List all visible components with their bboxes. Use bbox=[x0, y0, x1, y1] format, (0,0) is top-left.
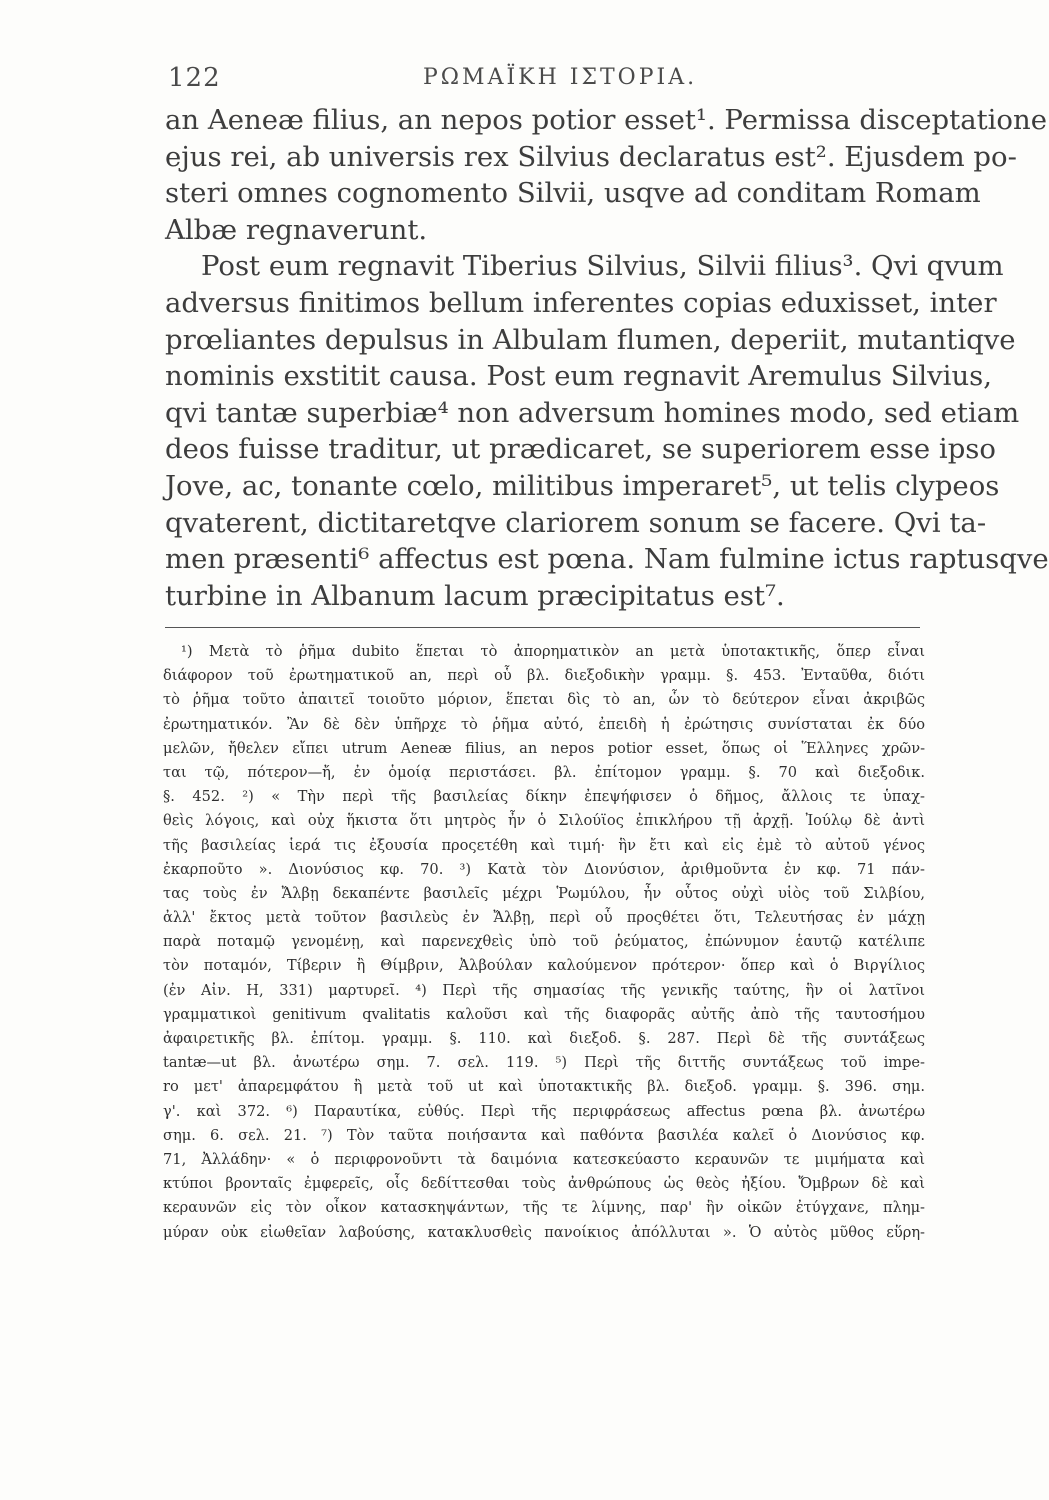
footnote-line: ται τῷ, πότερον—ἤ, ἐν ὁμοίᾳ περιστάσει. βλ. ἐπίτομον γραμμ. §. 70 καὶ διεξοδικ. bbox=[163, 763, 925, 781]
main-text-line: qvi tantæ superbiæ⁴ non adversum homines modo, sed etiam bbox=[165, 396, 1020, 429]
footnote-line: 71, Ἀλλάδην· « ὁ περιφρονοῦντι τὰ δαιμόνια κατεσκεύαστο κεραυνῶν τε μιμήματα καὶ bbox=[163, 1150, 925, 1168]
main-text-line: turbine in Albanum lacum præcipitatus est⁷. bbox=[165, 579, 785, 612]
footnote-line: τας τοὺς ἐν Ἄλβῃ δεκαπέντε βασιλεῖς μέχρι Ῥωμύλου, ἦν οὗτος οὐχὶ υἱὸς τοῦ Σιλβίου, bbox=[163, 884, 925, 902]
footnote-line: σημ. 6. σελ. 21. ⁷) Τὸν ταῦτα ποιήσαντα καὶ παθόντα βασιλέα καλεῖ ὁ Διονύσιος κφ. bbox=[163, 1126, 925, 1144]
footnote-divider bbox=[165, 627, 920, 628]
footnote-line: τὸ ῥῆμα τοῦτο ἀπαιτεῖ τοιοῦτο μόριον, ἕπεται δὶς τὸ an, ὧν τὸ δεύτερον εἶναι ἀκριβῶς bbox=[163, 691, 925, 709]
footnote-line: παρὰ ποταμῷ γενομένῃ, καὶ παρενεχθεὶς ὑπὸ τοῦ ῥεύματος, ἐπώνυμον ἑαυτῷ κατέλιπε bbox=[163, 933, 925, 951]
running-title: ΡΩΜΑΪΚΗ ΙΣΤΟΡΙΑ. bbox=[423, 65, 698, 90]
footnote-line: κτύποι βρονταῖς ἐμφερεῖς, οἷς δεδίττεσθαι τοὺς ἀνθρώπους ὡς θεὸς ἠξίου. Ὄμβρων δὲ καὶ bbox=[163, 1175, 925, 1193]
main-text-line: steri omnes cognomento Silvii, usqve ad conditam Romam bbox=[165, 177, 981, 210]
footnote-line: θεὶς λόγοις, καὶ οὐχ ἥκιστα ὅτι μητρὸς ἦν ὁ Σιλούϊος ἐπικλήρου τῇ ἀρχῇ. Ἰούλῳ δὲ ἀντὶ bbox=[163, 812, 925, 830]
page-number: 122 bbox=[168, 63, 221, 93]
main-text-line: prœliantes depulsus in Albulam flumen, deperiit, mutantiqve bbox=[165, 323, 1016, 356]
main-text-line: qvaterent, dictitaretqve clariorem sonum se facere. Qvi ta- bbox=[165, 506, 987, 539]
main-text-line: nominis exstitit causa. Post eum regnavit Aremulus Silvius, bbox=[165, 360, 993, 393]
main-text-line: ejus rei, ab universis rex Silvius declaratus est². Ejusdem po- bbox=[165, 140, 1017, 173]
main-text-block bbox=[165, 102, 1049, 614]
footnote-line: ἐκαρποῦτο ». Διονύσιος κφ. 70. ³) Κατὰ τὸν Διονύσιον, ἀριθμοῦντα ἐν κφ. 71 πάν- bbox=[163, 860, 925, 878]
footnote-line: διάφορον τοῦ ἐρωτηματικοῦ an, περὶ οὗ βλ. διεξοδικὴν γραμμ. §. 453. Ἐνταῦθα, διότι bbox=[163, 667, 925, 685]
page-header bbox=[168, 55, 923, 95]
footnote-line: (ἐν Αἰν. Η, 331) μαρτυρεῖ. ⁴) Περὶ τῆς σημασίας τῆς γενικῆς ταύτης, ἣν οἱ λατῖνοι bbox=[163, 981, 925, 999]
main-text-line: Albæ regnaverunt. bbox=[165, 213, 428, 246]
footnote-line: μελῶν, ἤθελεν εἴπει utrum Aeneæ filius, an nepos potior esset, ὅπως οἱ Ἕλληνες χρῶν- bbox=[163, 739, 925, 757]
footnote-line: ro μετ' ἀπαρεμφάτου ἢ μετὰ τοῦ ut καὶ ὑποτακτικῆς βλ. διεξοδ. γραμμ. §. 396. σημ. bbox=[163, 1078, 925, 1096]
footnote-line: γραμματικοὶ genitivum qvalitatis καλοῦσι καὶ τῆς διαφορᾶς αὐτῆς ἀπὸ τῆς ταυτοσήμου bbox=[163, 1005, 925, 1023]
footnote-line: ἀλλ' ἔκτος μετὰ τοῦτον βασιλεὺς ἐν Ἄλβῃ, περὶ οὗ προςθέτει ὅτι, Τελευτήσας ἐν μάχῃ bbox=[163, 909, 925, 927]
footnote-line: μύραν οὐκ εἰωθεῖαν λαβούσης, κατακλυσθεὶς πανοίκιος ἀπόλλυται ». Ὁ αὐτὸς μῦθος εὕρη- bbox=[163, 1223, 925, 1241]
main-text-line: men præsenti⁶ affectus est pœna. Nam fulmine ictus raptusqve bbox=[165, 543, 1049, 576]
footnotes-block bbox=[163, 640, 925, 1245]
footnote-line: ¹) Μετὰ τὸ ῥῆμα dubito ἕπεται τὸ ἀπορηματικὸν an μετὰ ὑποτακτικῆς, ὅπερ εἶναι bbox=[181, 643, 925, 660]
footnote-line: tantæ—ut βλ. ἀνωτέρω σημ. 7. σελ. 119. ⁵) Περὶ τῆς διττῆς συντάξεως τοῦ impe- bbox=[163, 1054, 925, 1072]
main-text-line: deos fuisse traditur, ut prædicaret, se superiorem esse ipso bbox=[165, 433, 996, 466]
footnote-line: τὸν ποταμόν, Τίβεριν ἢ Θίμβριν, Ἀλβούλαν καλούμενον πρότερον· ὅπερ καὶ ὁ Βιργίλιος bbox=[163, 957, 925, 975]
main-text-line: Post eum regnavit Tiberius Silvius, Silvii filius³. Qvi qvum bbox=[201, 250, 1004, 283]
main-text-line: Jove, ac, tonante cœlo, militibus imperaret⁵, ut telis clypeos bbox=[165, 469, 1000, 502]
main-text-line: an Aeneæ filius, an nepos potior esset¹. Permissa disceptatione bbox=[165, 104, 1047, 136]
footnote-line: §. 452. ²) « Τὴν περὶ τῆς βασιλείας δίκην ἐπεψήφισεν ὁ δῆμος, ἄλλοις τε ὑπαχ- bbox=[163, 788, 925, 806]
footnote-line: ἐρωτηματικόν. Ἂν δὲ δὲν ὑπῆρχε τὸ ῥῆμα αὐτό, ἐπειδὴ ἡ ἐρώτησις συνίσταται ἐκ δύο bbox=[163, 715, 925, 733]
footnote-line: τῆς βασιλείας ἱερά τις ἐξουσία προςετέθη καὶ τιμή· ἣν ἔτι καὶ εἰς ἐμὲ τὸ αὐτοῦ γένος bbox=[163, 836, 925, 854]
main-text-line: adversus finitimos bellum inferentes copias eduxisset, inter bbox=[165, 286, 997, 319]
footnote-line: κεραυνῶν εἰς τὸν οἶκον κατασκηψάντων, τῆς τε λίμνης, παρ' ἣν οἰκῶν ἐτύγχανε, πλημ- bbox=[163, 1199, 925, 1217]
footnote-line: γ'. καὶ 372. ⁶) Παραυτίκα, εὐθύς. Περὶ τῆς περιφράσεως affectus pœna βλ. ἀνωτέρω bbox=[163, 1102, 925, 1120]
footnote-line: ἀφαιρετικῆς βλ. ἐπίτομ. γραμμ. §. 110. καὶ διεξοδ. §. 287. Περὶ δὲ τῆς συντάξεως bbox=[163, 1030, 925, 1047]
